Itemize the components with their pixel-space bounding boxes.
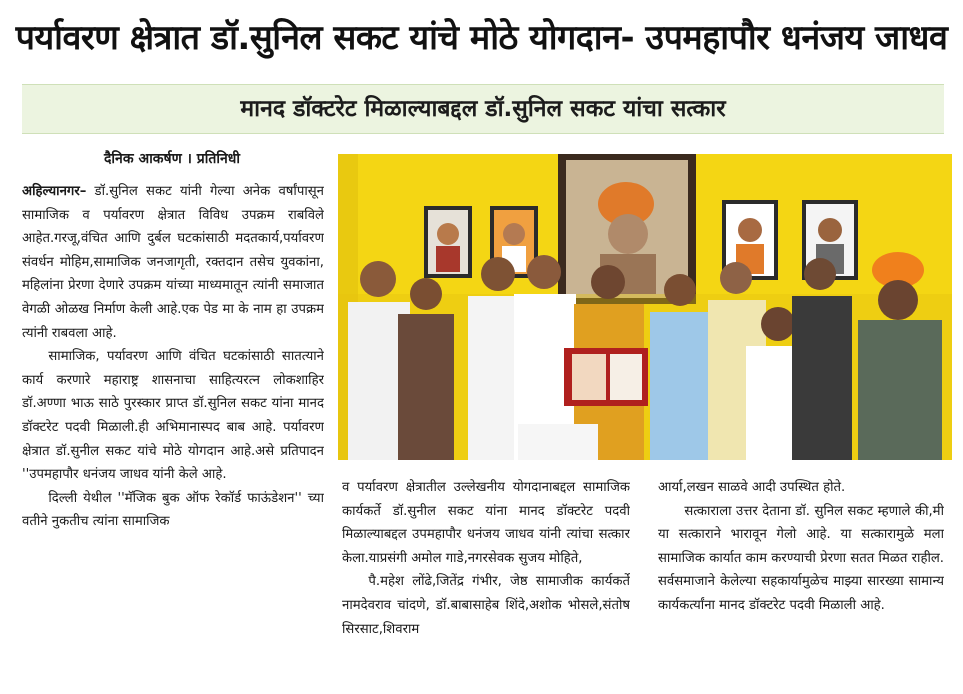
table-cloth (518, 424, 598, 460)
headline: पर्यावरण क्षेत्रात डॉ.सुनिल सकट यांचे मोठे योगदान- उपमहापौर धनंजय जाधव (15, 18, 948, 58)
paragraph-7: सत्काराला उत्तर देताना डॉ. सुनिल सकट म्हणाले की,मी या सत्काराने भारावून गेलो आहे. या सत्कारामुळे मला सामाजिक कार्यात काम करण्याची प्रेरणा सतत मिळत राहील. सर्वसमाजाने केलेल्या सहकार्यामुळेच माझ्या सारख्या सामान्य कार्यकर्त्यांना मानद डॉक्टरेट पदवी मिळाली आहे. (658, 503, 944, 613)
paragraph-1 (22, 180, 324, 345)
paragraph-5: पै.महेश लोंढे,जितेंद्र गंभीर, जेष्ठ सामाजीक कार्यकर्ते नामदेवराव चांदणे, डॉ.बाबासाहेब शिंदे,अशोक भोसले,संतोष सिरसाट,शिवराम (342, 574, 630, 637)
article-column-3 (658, 476, 944, 688)
paragraph-3: दिल्ली येथील ''मॅजिक बुक ऑफ रेकॉर्ड फाऊंडेशन'' च्या वतीने नुकतीच त्यांना सामाजिक (22, 490, 324, 530)
article-column-1 (22, 180, 324, 686)
paragraph-6: आर्या,लखन साळवे आदी उपस्थित होते. (658, 480, 846, 495)
dateline: अहिल्यानगर– (22, 184, 87, 199)
subheadline-bar (22, 84, 944, 134)
subheadline: मानद डॉक्टरेट मिळाल्याबद्दल डॉ.सुनिल सकट यांचा सत्कार (240, 96, 726, 122)
paragraph-4: व पर्यावरण क्षेत्रातील उल्लेखनीय योगदानाबद्दल सामाजिक कार्यकर्ते डॉ.सुनील सकट यांना मानद डॉक्टरेट पदवी मिळाल्याबद्दल उपमहापौर धनंजय जाधव यांनी त्यांचा सत्कार केला.याप्रसंगी अमोल गाडे,नगरसेवक सुजय मोहिते, (342, 480, 630, 566)
article-column-2 (342, 476, 630, 688)
paragraph-2: सामाजिक, पर्यावरण आणि वंचित घटकांसाठी सातत्याने कार्य करणारे महाराष्ट्र शासनाचा साहित्यरत्न लोकशाहिर डॉ.अण्णा भाऊ साठे पुरस्कार प्राप्त डॉ.सुनिल सकट यांना मानद डॉक्टरेट पदवी मिळाली.ही अभिमानास्पद बाब आहे. पर्यावरण क्षेत्रात डॉ.सुनील सकट यांचे मोठे योगदान आहे.असे प्रतिपादन ''उपमहापौर धनंजय जाधव यांनी केले आहे. (22, 349, 324, 483)
photo-illustration (338, 154, 952, 460)
event-photo (338, 154, 952, 460)
byline: दैनिक आकर्षण । प्रतिनिधी (104, 151, 240, 167)
paragraph-1-text: डॉ.सुनिल सकट यांनी गेल्या अनेक वर्षांपासून सामाजिक व पर्यावरण क्षेत्रात विविध उपक्रम राबविले आहेत.गरजू,वंचित आणि दुर्बल घटकांसाठी मदतकार्य,पर्यावरण संवर्धन मोहिम,सामाजिक जनजागृती, रक्तदान तसेच युवकांना, महिलांना प्रेरणा देणारे उपक्रम यांच्या माध्यमातून त्यांनी समाजात वेगळी ओळख निर्माण केली आहे.एक पेड मा के नाम हा उपक्रम त्यांनी राबवला आहे. (22, 184, 324, 341)
